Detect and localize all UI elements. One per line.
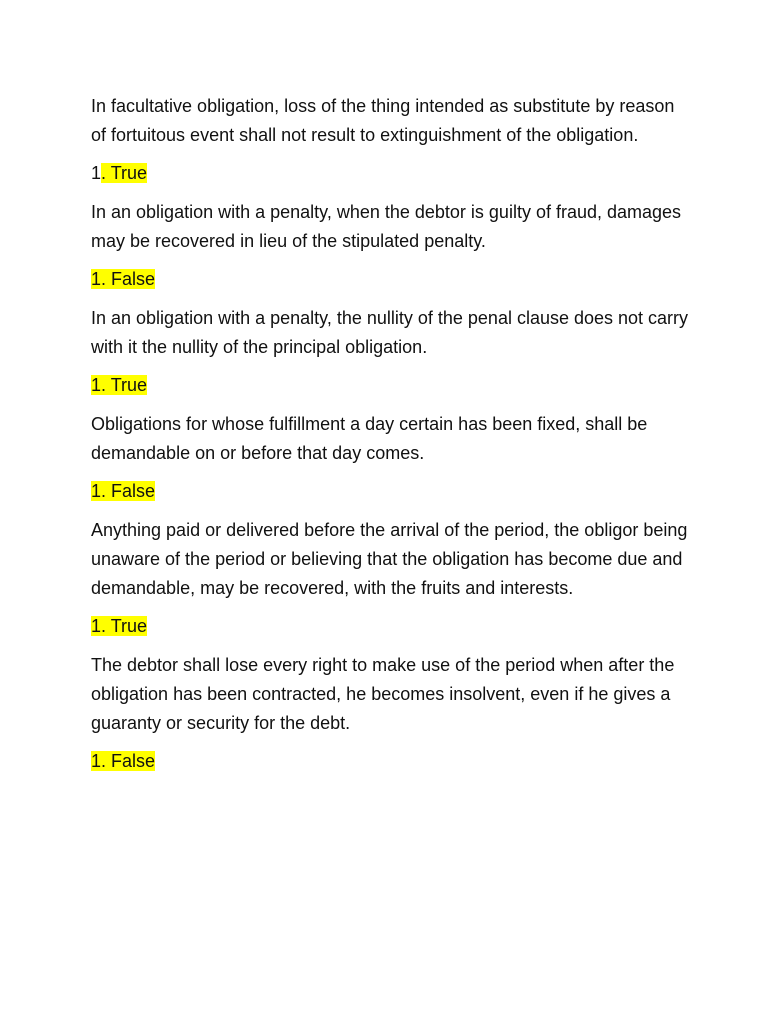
question-2: In an obligation with a penalty, when the debtor is guilty of fraud, damages may be recovered in lieu of the stipulated penalty. (91, 202, 682, 251)
answer-1-prefix: 1 (91, 163, 102, 183)
answer-4-highlight: 1. False (91, 481, 156, 501)
question-4: Obligations for whose fulfillment a day certain has been fixed, shall be demandable on or before that day comes. (91, 414, 648, 463)
answer-3-highlight: 1. True (91, 375, 148, 395)
answer-2 (91, 267, 691, 291)
answer-6-highlight: 1. False (91, 751, 156, 771)
answer-5-highlight: 1. True (91, 616, 148, 636)
question-5: Anything paid or delivered before the arrival of the period, the obligor being unaware of the period or believing that the obligation has become due and demandable, may be recovered, with the fruits and interests. (91, 520, 688, 598)
answer-6 (91, 749, 691, 773)
answer-3 (91, 373, 691, 397)
document-page (91, 92, 691, 786)
answer-2-highlight: 1. False (91, 269, 156, 289)
answer-1-highlight: . True (101, 163, 148, 183)
question-1: In facultative obligation, loss of the thing intended as substitute by reason of fortuitous event shall not result to extinguishment of the obligation. (91, 96, 675, 145)
answer-4 (91, 479, 691, 503)
question-6: The debtor shall lose every right to make use of the period when after the obligation has been contracted, he becomes insolvent, even if he gives a guaranty or security for the debt. (91, 655, 675, 733)
answer-1 (91, 161, 691, 185)
question-3: In an obligation with a penalty, the nullity of the penal clause does not carry with it the nullity of the principal obligation. (91, 308, 689, 357)
answer-5 (91, 614, 691, 638)
